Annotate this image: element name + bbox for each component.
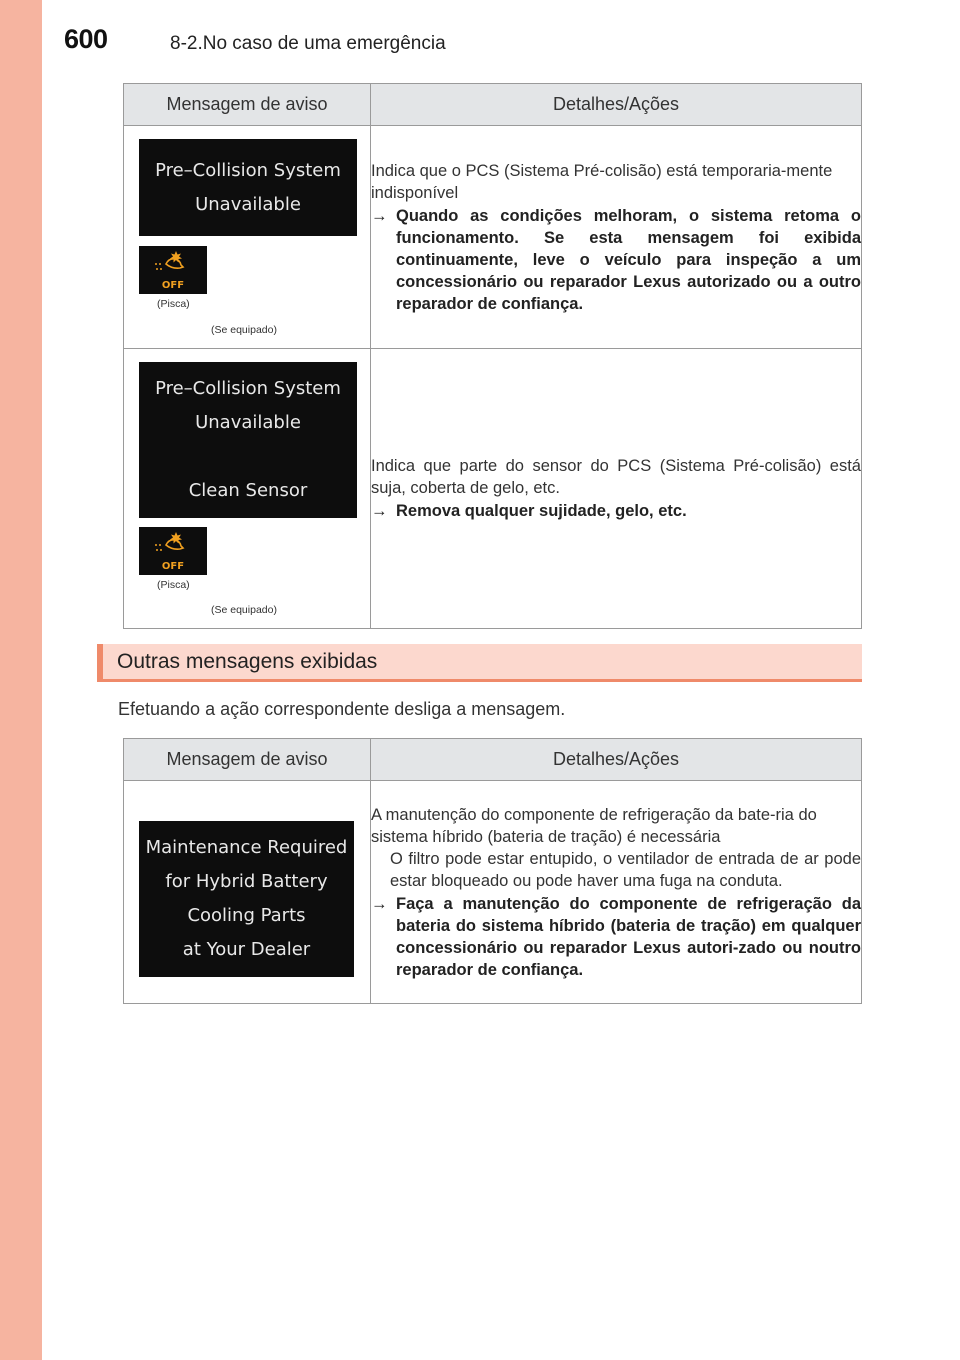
section-intro: Efetuando a ação correspondente desliga a mensagem. — [118, 699, 566, 719]
page-number: 600 — [64, 24, 108, 54]
pcs-off-warning-icon — [139, 527, 207, 575]
column-header-message: Mensagem de aviso — [124, 739, 371, 781]
warning-table-pcs — [123, 83, 862, 629]
warning-screen — [139, 362, 357, 518]
warning-details-cell — [371, 349, 862, 629]
detail-note: O filtro pode estar entupido, o ventilador de entrada de ar pode estar bloqueado ou pode haver uma fuga na conduta. — [390, 849, 861, 890]
screen-line: at Your Dealer — [182, 939, 311, 960]
blink-note: (Pisca) — [157, 579, 190, 591]
table-row — [124, 781, 862, 1004]
screen-line: Pre–Collision System — [155, 159, 341, 181]
blink-note: (Pisca) — [157, 298, 190, 310]
warning-message-cell — [124, 781, 371, 1004]
action-label: Quando as condições melhoram, o sistema retoma o funcionamento. Se esta mensagem foi exibida continuamente, leve o veículo para inspeção a um concessionário ou reparador Lexus autorizado ou a outro reparador de confiança. — [396, 206, 861, 313]
section-heading — [97, 644, 862, 682]
off-label: OFF — [161, 280, 185, 291]
action-text — [371, 205, 861, 315]
warning-table-other — [123, 738, 862, 1004]
detail-text: Indica que parte do sensor do PCS (Sistema Pré-colisão) está suja, coberta de gelo, etc. — [371, 457, 861, 497]
arrow-icon: → — [371, 894, 388, 913]
column-header-details: Detalhes/Ações — [371, 739, 862, 781]
table-row — [124, 349, 862, 629]
action-text — [371, 893, 861, 981]
warning-details-cell — [371, 781, 862, 1004]
arrow-icon: → — [371, 502, 388, 520]
action-label: Remova qualquer sujidade, gelo, etc. — [396, 502, 687, 520]
table-row — [124, 126, 862, 349]
action-text — [371, 500, 861, 522]
column-header-details: Detalhes/Ações — [371, 84, 862, 126]
side-color-strip — [0, 0, 42, 1360]
screen-line: for Hybrid Battery — [165, 871, 328, 892]
chapter-title: 8-2.No caso de uma emergência — [170, 33, 446, 54]
warning-screen — [139, 821, 354, 977]
off-label: OFF — [161, 561, 185, 572]
equipped-note: (Se equipado) — [211, 604, 277, 616]
pcs-off-warning-icon — [139, 246, 207, 294]
column-header-message: Mensagem de aviso — [124, 84, 371, 126]
screen-line: Maintenance Required — [145, 837, 348, 858]
section-title: Outras mensagens exibidas — [117, 650, 378, 673]
screen-line — [139, 440, 357, 474]
warning-screen — [139, 139, 357, 236]
screen-line: Pre–Collision System — [155, 378, 341, 399]
detail-text: Indica que o PCS (Sistema Pré-colisão) está temporaria-mente indisponível — [371, 161, 833, 202]
warning-message-cell — [124, 349, 371, 629]
screen-line: Unavailable — [195, 193, 301, 215]
screen-line: Cooling Parts — [187, 905, 306, 926]
warning-message-cell — [124, 126, 371, 349]
arrow-icon: → — [371, 206, 388, 225]
equipped-note: (Se equipado) — [211, 324, 277, 336]
screen-line: Clean Sensor — [188, 480, 308, 501]
action-label: Faça a manutenção do componente de refrigeração da bateria do sistema híbrido (bateria de tração) em qualquer concessionário ou reparador Lexus autori-zado ou noutro reparador de confiança. — [396, 894, 861, 979]
screen-line: Unavailable — [195, 412, 301, 433]
warning-details-cell — [371, 126, 862, 349]
detail-text: A manutenção do componente de refrigeração da bate-ria do sistema híbrido (bateria de tração) é necessária — [371, 805, 817, 846]
